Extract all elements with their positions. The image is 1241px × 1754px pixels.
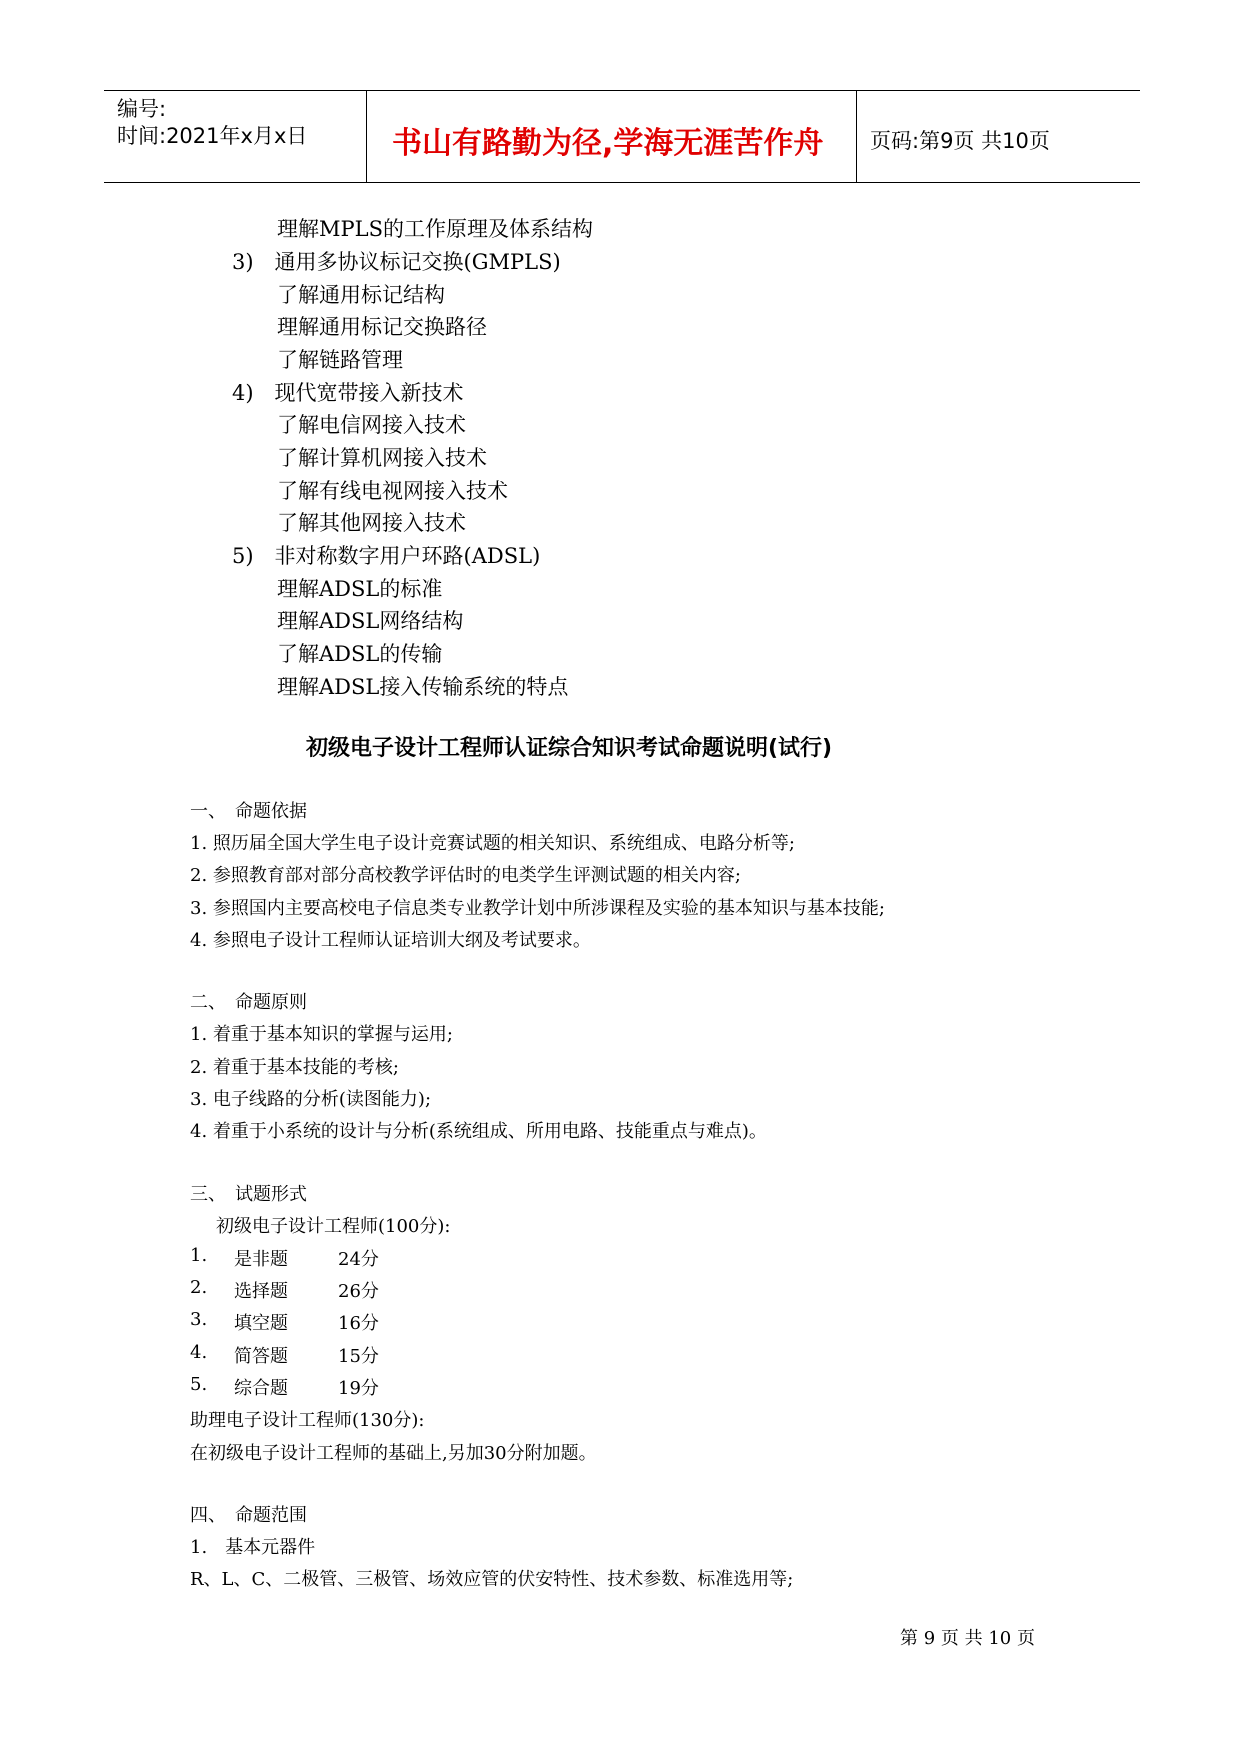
sec2-item: 4. 着重于小系统的设计与分析(系统组成、所用电路、技能重点与难点)。	[190, 1121, 767, 1142]
header-time-label: 时间:2021年x月x日	[117, 124, 308, 148]
outline-item: 4) 现代宽带接入新技术	[232, 381, 464, 405]
score-row-score: 16分	[338, 1313, 379, 1334]
score-row-name: 综合题	[234, 1378, 288, 1399]
header-number-label: 编号:	[117, 97, 167, 121]
score-row-name: 填空题	[234, 1313, 288, 1334]
page-footer: 第 9 页 共 10 页	[900, 1628, 1035, 1649]
sec1-item: 4. 参照电子设计工程师认证培训大纲及考试要求。	[190, 930, 591, 951]
sec3-junior-title: 初级电子设计工程师(100分):	[216, 1216, 451, 1237]
sec2-item: 1. 着重于基本知识的掌握与运用;	[190, 1024, 453, 1045]
score-row-score: 24分	[338, 1249, 379, 1270]
header-divider-left	[366, 90, 367, 183]
header-motto: 书山有路勤为径,学海无涯苦作舟	[392, 126, 824, 161]
score-row-num: 3.	[190, 1309, 208, 1330]
score-row-num: 5.	[190, 1374, 208, 1395]
sec3-heading: 三、 试题形式	[190, 1184, 307, 1205]
outline-item: 了解有线电视网接入技术	[277, 479, 508, 503]
score-row-num: 2.	[190, 1277, 208, 1298]
outline-item: 理解ADSL网络结构	[277, 609, 464, 633]
outline-item: 理解ADSL的标准	[277, 577, 443, 601]
sec1-heading: 一、 命题依据	[190, 801, 307, 822]
outline-item: 了解电信网接入技术	[277, 413, 466, 437]
outline-item: 了解ADSL的传输	[277, 642, 443, 666]
sec2-heading: 二、 命题原则	[190, 992, 307, 1013]
score-row-name: 选择题	[234, 1281, 288, 1302]
header-top-rule	[104, 90, 1140, 91]
score-row-name: 简答题	[234, 1346, 288, 1367]
score-row-num: 4.	[190, 1342, 208, 1363]
header-divider-right	[856, 90, 857, 183]
score-row-score: 15分	[338, 1346, 379, 1367]
outline-item: 了解计算机网接入技术	[277, 446, 487, 470]
sec4-heading: 四、 命题范围	[190, 1505, 307, 1526]
sec1-item: 1. 照历届全国大学生电子设计竞赛试题的相关知识、系统组成、电路分析等;	[190, 833, 795, 854]
score-row-num: 1.	[190, 1245, 208, 1266]
header-bottom-rule	[104, 182, 1140, 183]
outline-item: 3) 通用多协议标记交换(GMPLS)	[232, 250, 561, 274]
section-title: 初级电子设计工程师认证综合知识考试命题说明(试行)	[306, 736, 833, 761]
outline-item: 了解通用标记结构	[277, 283, 445, 307]
sec3-assistant-note: 在初级电子设计工程师的基础上,另加30分附加题。	[190, 1443, 597, 1464]
outline-item: 了解其他网接入技术	[277, 511, 466, 535]
outline-item: 理解MPLS的工作原理及体系结构	[277, 217, 593, 241]
score-row-score: 19分	[338, 1378, 379, 1399]
sec4-sub-text: R、L、C、二极管、三极管、场效应管的伏安特性、技术参数、标准选用等;	[190, 1569, 794, 1590]
header-page-label: 页码:第9页 共10页	[870, 129, 1050, 153]
sec1-item: 2. 参照教育部对部分高校教学评估时的电类学生评测试题的相关内容;	[190, 865, 741, 886]
outline-item: 5) 非对称数字用户环路(ADSL)	[232, 544, 541, 568]
sec3-assistant-title: 助理电子设计工程师(130分):	[190, 1410, 425, 1431]
sec4-sub-heading: 1. 基本元器件	[190, 1537, 316, 1558]
outline-item: 了解链路管理	[277, 348, 403, 372]
score-row-name: 是非题	[234, 1249, 288, 1270]
sec2-item: 3. 电子线路的分析(读图能力);	[190, 1089, 432, 1110]
score-row-score: 26分	[338, 1281, 379, 1302]
sec2-item: 2. 着重于基本技能的考核;	[190, 1057, 399, 1078]
outline-item: 理解通用标记交换路径	[277, 315, 487, 339]
outline-item: 理解ADSL接入传输系统的特点	[277, 675, 569, 699]
sec1-item: 3. 参照国内主要高校电子信息类专业教学计划中所涉课程及实验的基本知识与基本技能;	[190, 898, 885, 919]
